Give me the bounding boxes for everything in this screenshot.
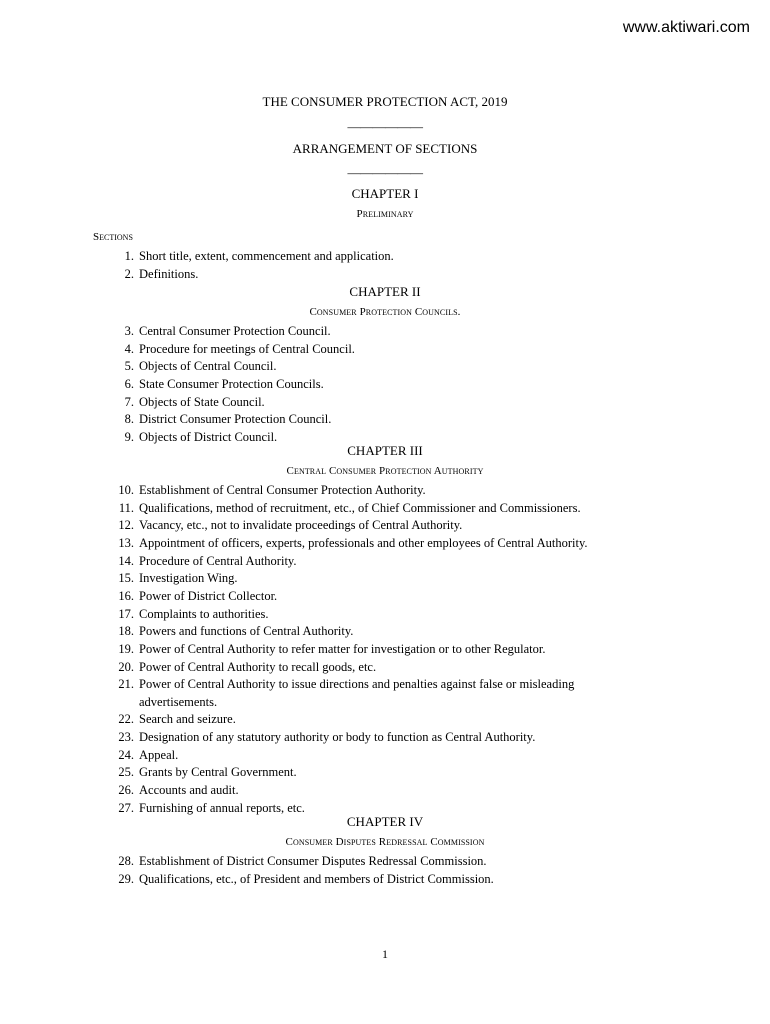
section-number: 6.: [124, 376, 134, 391]
watermark[interactable]: www.aktiwari.com: [622, 19, 750, 36]
page-number: 1: [382, 947, 388, 961]
section-number: 22.: [118, 712, 134, 727]
section-title: Power of Central Authority to issue directions and penalties against false or misleading: [139, 677, 575, 692]
section-title: Appeal.: [139, 747, 179, 762]
section-title: Short title, extent, commencement and application.: [139, 249, 394, 263]
section-title: Objects of State Council.: [139, 394, 265, 409]
section-number: 16.: [118, 588, 134, 603]
section-number: 23.: [118, 730, 134, 745]
section-number: 3.: [124, 324, 134, 338]
section-number: 4.: [124, 341, 134, 356]
section-title: Complaints to authorities.: [139, 606, 269, 621]
section-number: 7.: [124, 394, 134, 409]
document-title: THE CONSUMER PROTECTION ACT, 2019: [262, 94, 508, 109]
chapter-heading: CHAPTER I: [351, 186, 419, 201]
arrangement-heading: ARRANGEMENT OF SECTIONS: [292, 141, 478, 156]
section-number: 11.: [118, 500, 134, 515]
section-number: 27.: [118, 800, 134, 815]
section-number: 8.: [124, 412, 134, 427]
section-title: Establishment of District Consumer Disputes Redressal Commission.: [139, 854, 487, 868]
section-number: 15.: [118, 571, 134, 586]
section-title: District Consumer Protection Council.: [139, 412, 332, 427]
title-rule: ——————: [347, 119, 423, 134]
section-number: 26.: [118, 783, 134, 798]
section-title: Grants by Central Government.: [139, 765, 297, 780]
section-title: Establishment of Central Consumer Protection Authority.: [139, 483, 426, 497]
chapter-heading: CHAPTER III: [347, 443, 423, 458]
sections-label: Sections: [93, 231, 133, 243]
section-number: 10.: [118, 483, 134, 497]
section-title: Vacancy, etc., not to invalidate proceedings of Central Authority.: [139, 518, 463, 533]
section-title: Investigation Wing.: [139, 571, 238, 586]
section-number: 21.: [118, 677, 134, 692]
chapter-heading: CHAPTER II: [349, 284, 421, 299]
chapter-heading: CHAPTER IV: [346, 814, 424, 829]
section-title: Powers and functions of Central Authority.: [139, 624, 354, 639]
section-title: State Consumer Protection Councils.: [139, 376, 324, 391]
section-title: Objects of Central Council.: [139, 359, 277, 374]
section-title: Definitions.: [139, 266, 199, 281]
section-title: Procedure for meetings of Central Council.: [139, 341, 355, 356]
section-title: Designation of any statutory authority or body to function as Central Authority.: [139, 730, 536, 745]
section-number: 18.: [118, 624, 134, 639]
section-number: 19.: [118, 641, 134, 656]
chapter-subtitle: Preliminary: [356, 208, 414, 220]
section-number: 1.: [124, 249, 134, 263]
section-title: Power of Central Authority to refer matter for investigation or to other Regulator.: [139, 641, 546, 656]
section-title-continuation: advertisements.: [139, 694, 218, 709]
chapter-subtitle: Consumer Disputes Redressal Commission: [285, 836, 485, 848]
section-title: Furnishing of annual reports, etc.: [139, 800, 305, 815]
section-number: 24.: [118, 747, 134, 762]
section-title: Central Consumer Protection Council.: [139, 324, 331, 338]
section-title: Objects of District Council.: [139, 429, 278, 444]
section-title: Power of Central Authority to recall goods, etc.: [139, 659, 377, 674]
chapter-subtitle: Central Consumer Protection Authority: [286, 465, 484, 477]
section-number: 2.: [124, 266, 134, 281]
section-number: 14.: [118, 553, 134, 568]
section-title: Qualifications, etc., of President and members of District Commission.: [139, 871, 494, 886]
arrangement-rule: ——————: [347, 165, 423, 180]
section-number: 5.: [124, 359, 134, 374]
section-title: Qualifications, method of recruitment, etc., of Chief Commissioner and Commissioners.: [139, 500, 581, 515]
section-title: Power of District Collector.: [139, 588, 278, 603]
section-number: 13.: [118, 535, 134, 550]
section-number: 29.: [118, 871, 134, 886]
section-title: Search and seizure.: [139, 712, 236, 727]
section-title: Accounts and audit.: [139, 783, 239, 798]
section-number: 28.: [118, 854, 134, 868]
section-number: 12.: [118, 518, 134, 533]
section-number: 25.: [118, 765, 134, 780]
chapter-subtitle: Consumer Protection Councils.: [309, 306, 461, 318]
section-title: Appointment of officers, experts, professionals and other employees of Central Authority.: [139, 535, 588, 550]
section-number: 9.: [124, 429, 134, 444]
section-number: 17.: [118, 606, 134, 621]
section-title: Procedure of Central Authority.: [139, 553, 297, 568]
section-number: 20.: [118, 659, 134, 674]
